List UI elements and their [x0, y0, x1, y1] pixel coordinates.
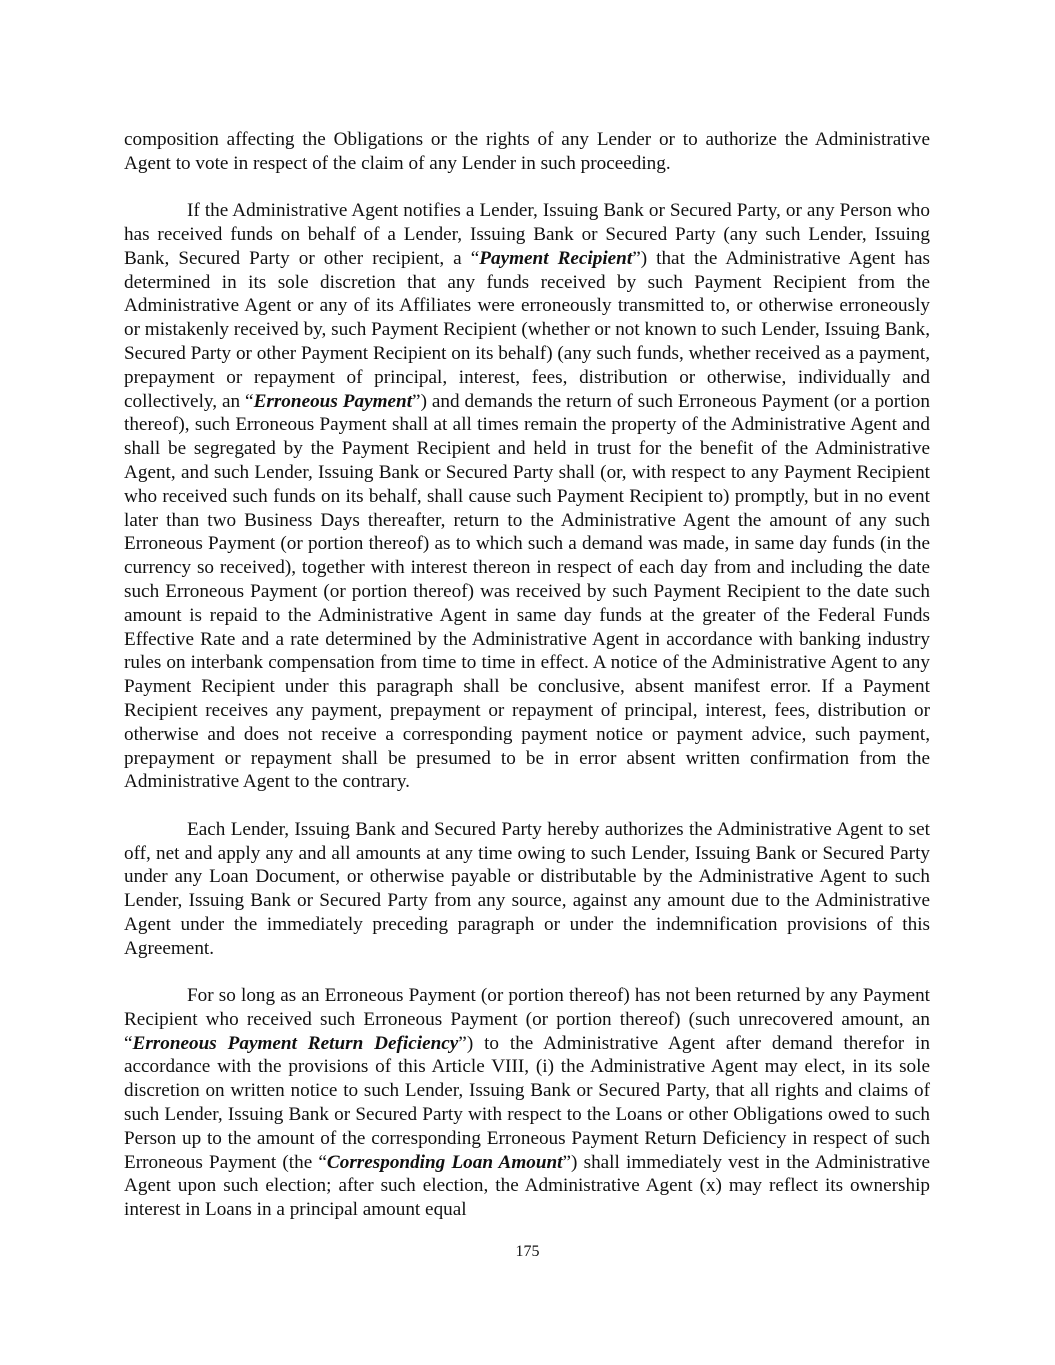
paragraph-text: ”) that the Administrative Agent has determined in its sole discretion that any funds received by such Payment Recipient from the Administrative Agent or any of its Affiliates were erroneously transmitted to, or otherwise erroneously or mistakenly received by, such Payment Recipient (whether or not known to such Lender, Issuing Bank, Secured Party or other Payment Recipient on its behalf) (any such funds, whether received as a payment, prepayment or repayment of principal, interest, fees, distribution or otherwise, individually and collectively, an “ — [124, 247, 930, 412]
defined-term-erroneous-payment: Erroneous Payment — [253, 390, 413, 412]
paragraph-set-off-authorization — [124, 818, 930, 961]
paragraph-text: ”) shall immediately vest in the Administrative Agent upon such election; after such election, the Administrative Agent (x) may reflect its ownership interest in Loans in a principal amount equal — [124, 1151, 931, 1221]
paragraph-continuation — [124, 128, 930, 176]
defined-term-corresponding-loan-amount: Corresponding Loan Amount — [326, 1151, 563, 1173]
paragraph-text: ”) and demands the return of such Erroneous Payment (or a portion thereof), such Erroneous Payment shall at all times remain the property of the Administrative Agent and shall be segregated by the Payment Recipient and held in trust for the benefit of the Administrative Agent, and such Lender, Issuing Bank or Secured Party shall (or, with respect to any Payment Recipient who received such funds on its behalf, shall cause such Payment Recipient to) promptly, but in no event later than two Business Days thereafter, return to the Administrative Agent the amount of any such Erroneous Payment (or portion thereof) as to which such a demand was made, in same day funds (in the currency so received), together with interest thereon in respect of each day from and including the date such Erroneous Payment (or portion thereof) was received by such Payment Recipient to the date such amount is repaid to the Administrative Agent in same day funds at the greater of the Federal Funds Effective Rate and a rate determined by the Administrative Agent in accordance with banking industry rules on interbank compensation from time to time in effect. A notice of the Administrative Agent to any Payment Recipient under this paragraph shall be conclusive, absent manifest error. If a Payment Recipient receives any payment, prepayment or repayment of principal, interest, fees, distribution or otherwise and does not receive a corresponding payment notice or payment advice, such payment, prepayment or repayment shall be presumed to be in error absent written confirmation from the Administrative Agent to the contrary. — [124, 390, 930, 793]
paragraph-text: If the Administrative Agent notifies a Lender, Issuing Bank or Secured Party, or any Person who has received funds on behalf of a Lender, Issuing Bank or Secured Party (any such Lender, Issuing Bank, Secured Party or other recipient, a “ — [124, 200, 930, 269]
paragraph-text: ”) to the Administrative Agent after demand therefor in accordance with the provisions of this Article VIII, (i) the Administrative Agent may elect, in its sole discretion on written notice to such Lender, Issuing Bank or Secured Party, that all rights and claims of such Lender, Issuing Bank or Secured Party with respect to the Loans or other Obligations owed to such Person up to the amount of the corresponding Erroneous Payment Return Deficiency in respect of such Erroneous Payment (the “ — [124, 1032, 930, 1173]
paragraph-text: For so long as an Erroneous Payment (or portion thereof) has not been returned by any Payment Recipient who received such Erroneous Payment (or portion thereof) (such unrecovered amount, an “ — [124, 985, 930, 1054]
page-number: 175 — [515, 1243, 540, 1260]
paragraph-text: composition affecting the Obligations or the rights of any Lender or to authorize the Administrative Agent to vote in respect of the claim of any Lender in such proceeding. — [124, 129, 930, 174]
defined-term-erroneous-payment-return-deficiency: Erroneous Payment Return Deficiency — [132, 1032, 459, 1054]
paragraph-text: Each Lender, Issuing Bank and Secured Party hereby authorizes the Administrative Agent to set off, net and apply any and all amounts at any time owing to such Lender, Issuing Bank or Secured Party under any Loan Document, or otherwise payable or distributable by the Administrative Agent to such Lender, Issuing Bank or Secured Party from any source, against any amount due to the Administrative Agent under the immediately preceding paragraph or under the indemnification provisions of this Agreement. — [124, 818, 930, 959]
defined-term-payment-recipient: Payment Recipient — [479, 247, 633, 269]
paragraph-erroneous-payment-notice — [124, 199, 930, 794]
document-page — [124, 128, 930, 1246]
paragraph-return-deficiency — [124, 984, 930, 1222]
